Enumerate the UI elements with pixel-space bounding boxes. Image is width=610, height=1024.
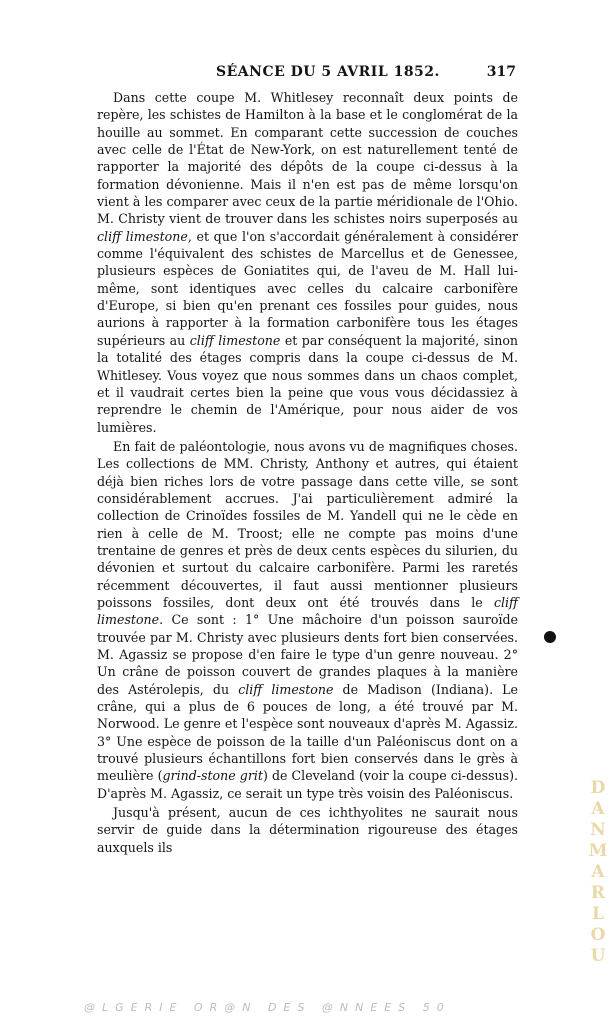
text-segment: Jusqu'à présent, aucun de ces ichthyolites ne saurait nous servir de guide dans la détermination rigoureuse des étages auxquels ils <box>97 805 518 855</box>
italic-term: cliff limestone <box>97 594 518 628</box>
text-segment: , et que l'on s'accordait généralement à considérer comme l'équivalent des schistes de Marcellus et de Genessee, plusieurs espèces de Goniatites qui, de l'aveu de M. Hall lui-même, sont identiques avec celles du calcaire carbonifère d'Europe, si bien qu'en prenant ces fossiles pour guides, nous aurions à rapporter à la formation carbonifère tous les étages supérieurs au <box>97 228 519 348</box>
italic-term: cliff limestone <box>189 332 281 348</box>
italic-term: cliff limestone <box>97 228 188 244</box>
header-title: SÉANCE DU 5 AVRIL 1852. <box>216 64 440 80</box>
side-watermark: DANMARLOU <box>588 778 608 966</box>
paragraph-3 <box>97 804 518 856</box>
page-number: 317 <box>486 64 516 80</box>
page-header <box>96 64 516 84</box>
text-segment: et par conséquent la majorité, sinon la totalité des étages compris dans la coupe ci-dessus de M. Whitlesey. Vous voyez que nous sommes dans un chaos complet, et il vaudrait certes bien la peine que vous vous décidassiez à reprendre le chemin de l'Amérique, pour nous aider de vos lumières. <box>97 332 519 435</box>
text-segment: . Ce sont : 1° Une mâchoire d'un poisson sauroïde trouvée par M. Christy avec plusieurs dents fort bien conservées. M. Agassiz se propose d'en faire le type d'un genre nouveau. 2° Un crâne de poisson couvert de grandes plaques à la manière des Astérolepis, du <box>97 612 518 697</box>
paragraph-1 <box>97 89 518 436</box>
bottom-watermark: @LGERIE OR@N DES @NNEES 50 <box>84 1001 451 1014</box>
italic-term: grind-stone grit <box>162 768 263 784</box>
paragraph-2 <box>97 438 518 802</box>
italic-term: cliff limestone <box>238 681 334 697</box>
text-segment: ) de Cleveland (voir la coupe ci-dessus). D'après M. Agassiz, ce serait un type très voisin des Paléoniscus. <box>97 768 518 801</box>
text-segment: En fait de paléontologie, nous avons vu de magnifiques choses. Les collections de MM. Christy, Anthony et autres, qui étaient déjà bien riches lors de votre passage dans cette ville, se sont considérablement accrues. J'ai particulièrement admiré la collection de Crinoïdes fossiles de M. Yandell qui ne le cède en rien à celle de M. Troost; elle ne compte pas moins d'une trentaine de genres et près de deux cents espèces du silurien, du dévonien et surtout du calcaire carbonifère. Parmi les raretés récemment découvertes, il faut aussi mentionner plusieurs poissons fossiles, dont deux ont été trouvés dans le <box>97 438 518 610</box>
margin-ink-dot <box>544 631 556 643</box>
body-text <box>97 89 518 856</box>
text-segment: de Madison (Indiana). Le crâne, qui a plus de 6 pouces de long, a été trouvé par M. Norwood. Le genre et l'espèce sont nouveaux d'après M. Agassiz. 3° Une espèce de poisson de la taille d'un Paléoniscus dont on a trouvé plusieurs échantillons fort bien conservés dans le grès à meulière ( <box>97 681 518 784</box>
text-segment: Dans cette coupe M. Whitlesey reconnaît deux points de repère, les schistes de Hamilton à la base et le conglomérat de la houille au sommet. En comparant cette succession de couches avec celle de l'État de New-York, on est naturellement tenté de rapporter la majorité des dépôts de la coupe ci-dessus à la formation dévonienne. Mais il n'en est pas de même lorsqu'on vient à les comparer avec ceux de la partie méridionale de l'Ohio. M. Christy vient de trouver dans les schistes noirs superposés au <box>97 90 518 227</box>
